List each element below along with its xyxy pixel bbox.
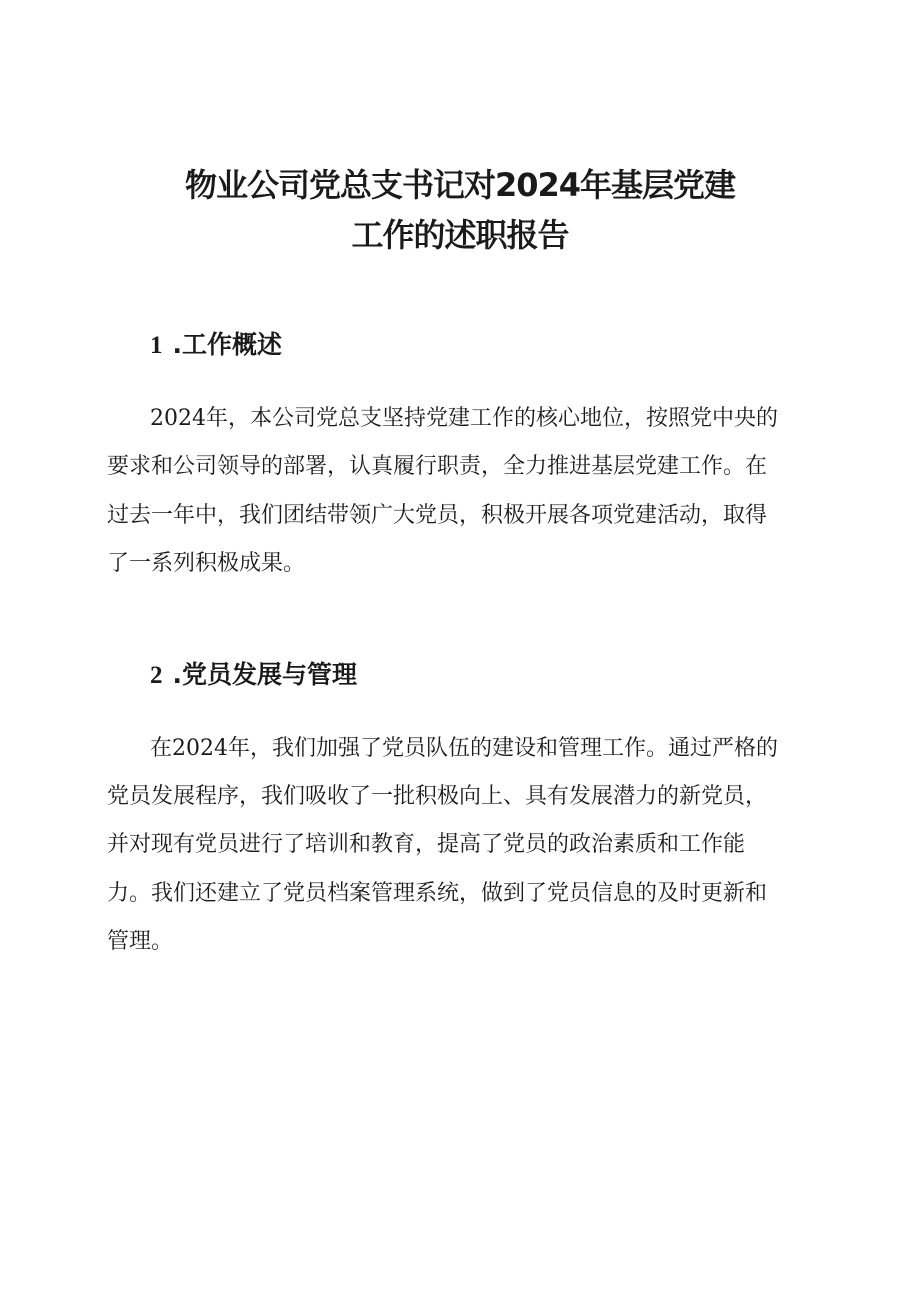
section-1-paragraph-line: 了一系列积极成果。 <box>107 551 306 576</box>
section-2-paragraph-line: 在2024年，我们加强了党员队伍的建设和管理工作。通过严格的 <box>150 736 778 761</box>
section-1-number: 1 <box>150 332 163 359</box>
section-2-paragraph-line: 力。我们还建立了党员档案管理系统，做到了党员信息的及时更新和 <box>107 881 768 906</box>
section-1-paragraph-line: 2024年，本公司党总支坚持党建工作的核心地位，按照党中央的 <box>150 406 778 431</box>
document-title-line-2: 工作的述职报告 <box>351 216 569 254</box>
section-1-paragraph-line: 过去一年中，我们团结带领广大党员，积极开展各项党建活动，取得 <box>107 503 768 528</box>
section-2-title: .党员发展与管理 <box>172 660 357 689</box>
document-title-line-1: 物业公司党总支书记对2024年基层党建 <box>184 166 736 204</box>
section-2-heading <box>150 658 357 693</box>
section-2-paragraph-line: 党员发展程序，我们吸收了一批积极向上、具有发展潜力的新党员， <box>107 784 768 809</box>
section-1-heading <box>150 328 282 363</box>
section-2-paragraph-line: 并对现有党员进行了培训和教育，提高了党员的政治素质和工作能 <box>107 832 746 857</box>
section-1-title: .工作概述 <box>172 330 282 359</box>
section-2-paragraph-line: 管理。 <box>107 929 174 954</box>
section-2-number: 2 <box>150 662 163 689</box>
section-1-paragraph-line: 要求和公司领导的部署，认真履行职责，全力推进基层党建工作。在 <box>107 454 768 479</box>
